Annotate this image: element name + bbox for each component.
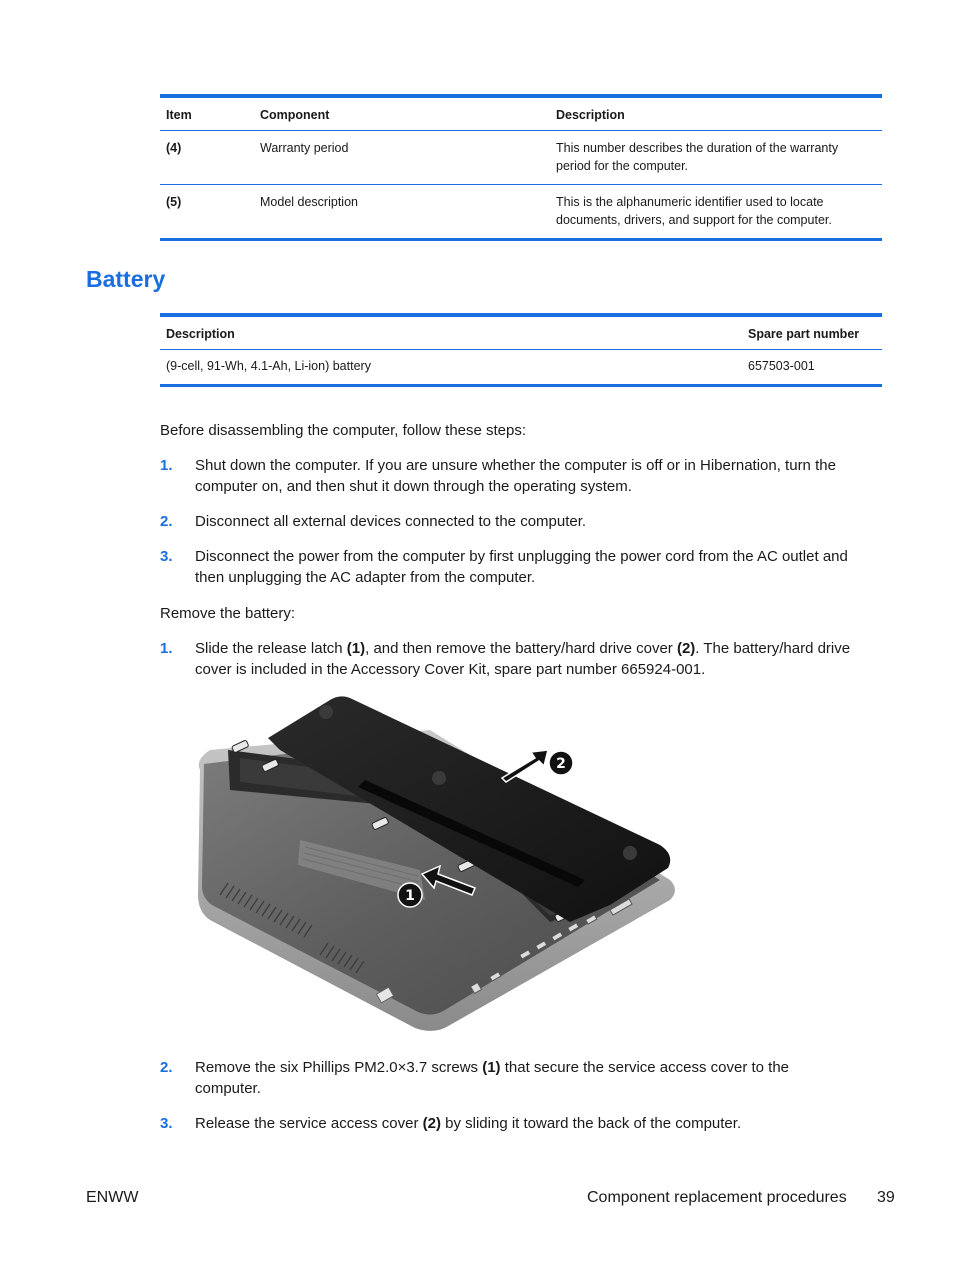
- callout-ref: (1): [482, 1059, 501, 1076]
- step-text-part: . The battery/hard drive cover is included in the Accessory Cover Kit, spare part number 665924-001.: [195, 640, 851, 678]
- table-row: [160, 185, 882, 240]
- cell-item: (4): [160, 131, 254, 185]
- footer-locale: ENWW: [86, 1189, 139, 1206]
- step-number: 3.: [160, 1115, 173, 1132]
- step-text: [195, 1057, 800, 1099]
- footer-chapter: Component replacement procedures: [587, 1189, 847, 1206]
- callout-ref: (2): [422, 1115, 441, 1132]
- remove-step-1: [160, 638, 865, 680]
- remove-step-2: [160, 1057, 800, 1099]
- col-header-item: Item: [160, 96, 254, 131]
- cell-component: Warranty period: [254, 131, 550, 185]
- callout-1-label: 1: [405, 888, 415, 904]
- callout-2-label: 2: [556, 756, 566, 772]
- step-text-part: that secure the service access cover to the computer.: [195, 1059, 790, 1097]
- step-text: Disconnect all external devices connected to the computer.: [195, 513, 587, 530]
- col-header-component: Component: [254, 96, 550, 131]
- col-header-description: Description: [160, 315, 742, 350]
- step-text-part: Remove the six Phillips PM2.0×3.7 screws: [195, 1059, 483, 1076]
- cell-spare-part: 657503-001: [748, 359, 815, 373]
- cell-description: This number describes the duration of the warranty period for the computer.: [550, 131, 882, 185]
- callout-ref: (2): [676, 640, 696, 657]
- step-text: Shut down the computer. If you are unsure whether the computer is off or in Hibernation, turn the computer on, and then shut it down through the operating system.: [195, 457, 836, 495]
- step-text: [195, 638, 865, 680]
- cell-component: Model description: [260, 195, 358, 209]
- battery-spare-table: [160, 313, 882, 387]
- remove-step-3: [160, 1113, 865, 1134]
- step-number: 3.: [160, 548, 173, 565]
- step-number: 2.: [160, 1059, 173, 1076]
- step-number: 2.: [160, 513, 173, 530]
- before-step-1: [160, 455, 865, 497]
- step-text-part: , and then remove the battery/hard drive cover: [365, 640, 677, 657]
- table-row: [160, 350, 882, 386]
- component-table: [160, 94, 882, 241]
- cell-description: This is the alphanumeric identifier used to locate documents, drivers, and support for the computer.: [556, 195, 832, 227]
- step-text-part: Release the service access cover: [195, 1115, 423, 1132]
- remove-intro: Remove the battery:: [160, 605, 296, 622]
- col-header-spare-part: Spare part number: [742, 315, 882, 350]
- section-heading: Battery: [86, 266, 166, 292]
- step-number: 1.: [160, 640, 173, 657]
- page-number: 39: [877, 1189, 895, 1206]
- step-text-part: by sliding it toward the back of the computer.: [440, 1115, 742, 1132]
- step-text: Disconnect the power from the computer by first unplugging the power cord from the AC outlet and then unplugging the AC adapter from the computer.: [195, 548, 848, 586]
- callout-ref: (1): [346, 640, 366, 657]
- before-intro: Before disassembling the computer, follow these steps:: [160, 422, 527, 439]
- before-step-2: [160, 511, 865, 532]
- cell-item: (5): [166, 195, 182, 209]
- battery-removal-illustration: [190, 690, 690, 1040]
- arrow-cover-icon: [502, 750, 548, 782]
- step-text: [195, 1113, 865, 1134]
- cell-description: (9-cell, 91-Wh, 4.1-Ah, Li-ion) battery: [166, 359, 371, 373]
- before-step-3: [160, 546, 865, 588]
- table-row: [160, 131, 882, 185]
- step-text-part: Slide the release latch: [195, 640, 347, 657]
- col-header-description: Description: [550, 96, 882, 131]
- step-number: 1.: [160, 457, 173, 474]
